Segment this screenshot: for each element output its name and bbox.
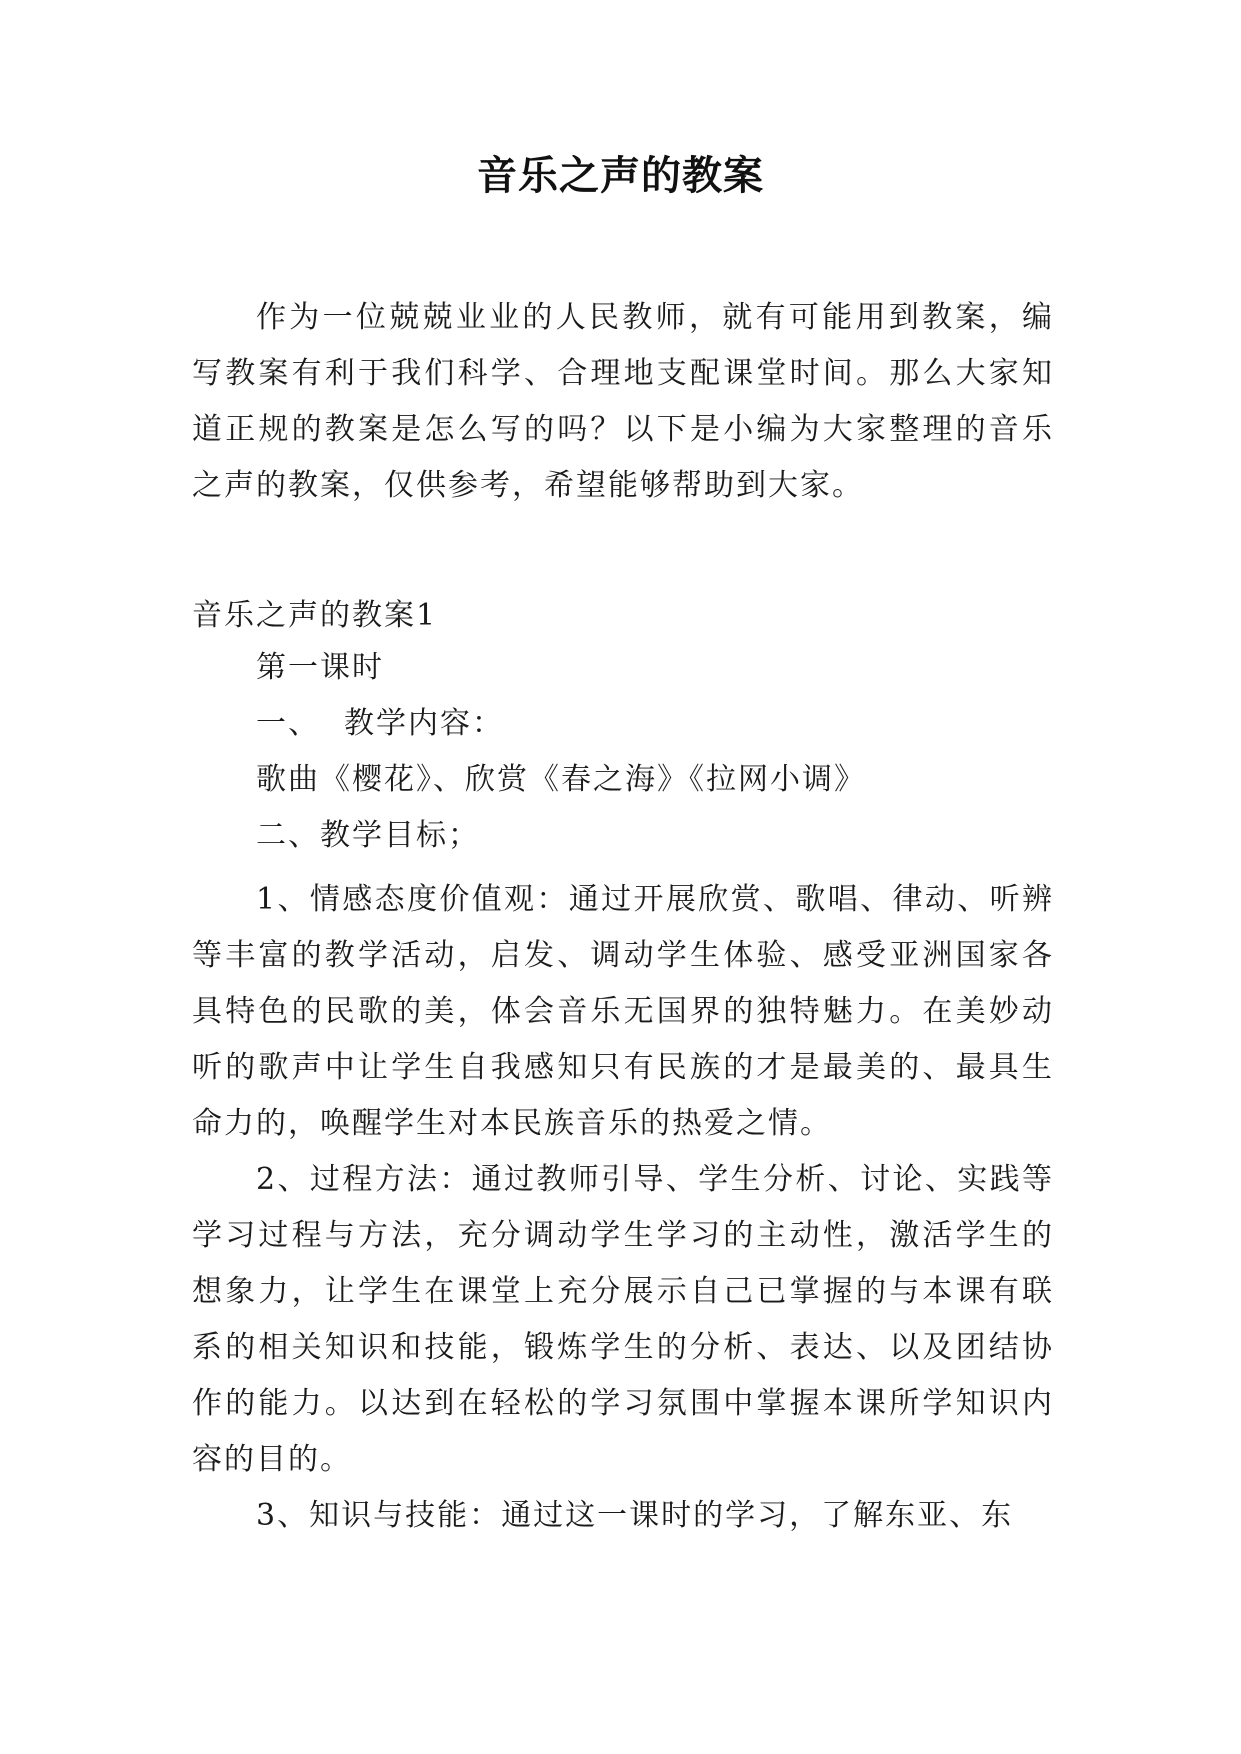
goal-paragraph-2: 2、过程方法：通过教师引导、学生分析、讨论、实践等学习过程与方法，充分调动学生学习的主动性，激活学生的想象力，让学生在课堂上充分展示自己已掌握的与本课有联系的相关知识和技能，锻炼学生的分析、表达、以及团结协作的能力。以达到在轻松的学习氛围中掌握本课所学知识内容的目的。 <box>192 1162 1054 1477</box>
lesson-outline <box>192 640 1054 864</box>
intro-paragraph: 作为一位兢兢业业的人民教师，就有可能用到教案，编写教案有利于我们科学、合理地支配课堂时间。那么大家知道正规的教案是怎么写的吗？以下是小编为大家整理的音乐之声的教案，仅供参考，希望能够帮助到大家。 <box>192 300 1054 503</box>
lesson-label: 第一课时 <box>256 650 384 685</box>
content-heading-text: 教学内容： <box>344 706 504 741</box>
content-body: 歌曲《樱花》、欣赏《春之海》《拉网小调》 <box>256 762 866 797</box>
document-title: 音乐之声的教案 <box>477 153 764 199</box>
content-heading <box>192 696 1054 752</box>
goals-heading: 二、教学目标； <box>256 818 480 853</box>
section-heading: 音乐之声的教案1 <box>192 598 438 633</box>
goal-paragraph-1: 1、情感态度价值观：通过开展欣赏、歌唱、律动、听辨等丰富的教学活动，启发、调动学生体验、感受亚洲国家各具特色的民歌的美，体会音乐无国界的独特魅力。在美妙动听的歌声中让学生自我感知只有民族的才是最美的、最具生命力的，唤醒学生对本民族音乐的热爱之情。 <box>192 882 1054 1141</box>
content-heading-number: 一、 <box>256 706 320 741</box>
goal-paragraph-3: 3、知识与技能：通过这一课时的学习，了解东亚、东 <box>256 1498 1014 1533</box>
